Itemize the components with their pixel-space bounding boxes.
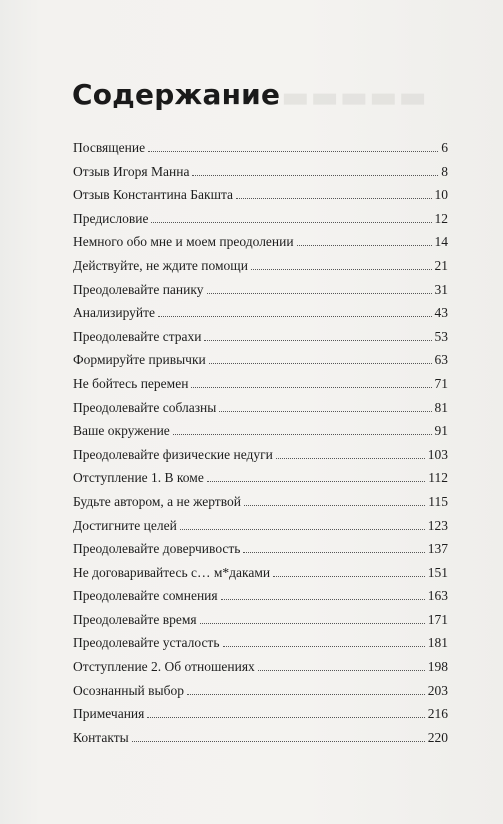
- toc-entry: [73, 679, 448, 703]
- toc-entry-page-number: 198: [427, 659, 448, 675]
- dot-leader: [158, 316, 431, 317]
- toc-entry: [73, 443, 448, 467]
- toc-entry-title: Не договаривайтесь с… м*даками: [73, 564, 271, 580]
- toc-entry-title: Ваше окружение: [73, 423, 170, 439]
- dot-leader: [173, 434, 432, 435]
- toc-entry-title: Достигните целей: [73, 517, 177, 533]
- toc-entry-title: Отступление 1. В коме: [73, 470, 204, 486]
- dot-leader: [151, 222, 431, 223]
- dot-leader: [191, 387, 431, 388]
- toc-entry-title: Преодолевайте физические недуги: [73, 446, 273, 462]
- dot-leader: [297, 245, 432, 246]
- page-title: Содержание: [72, 78, 281, 111]
- toc-entry-title: Действуйте, не ждите помощи: [73, 257, 248, 273]
- toc-entry-page-number: 63: [434, 352, 448, 368]
- toc-entry: [73, 537, 448, 561]
- toc-entry-title: Будьте автором, а не жертвой: [73, 493, 241, 509]
- dot-leader: [223, 646, 425, 647]
- toc-entry-page-number: 220: [427, 729, 448, 745]
- toc-entry: [73, 726, 448, 750]
- toc-entry-page-number: 91: [434, 423, 448, 439]
- dot-leader: [192, 175, 438, 176]
- dot-leader: [204, 340, 431, 341]
- toc-entry-title: Преодолевайте панику: [73, 281, 204, 297]
- dot-leader: [147, 717, 424, 718]
- toc-entry-title: Отступление 2. Об отношениях: [73, 659, 255, 675]
- toc-entry-page-number: 103: [427, 446, 448, 462]
- dot-leader: [200, 623, 425, 624]
- toc-entry-title: Преодолевайте соблазны: [73, 399, 217, 415]
- toc-entry-title: Преодолевайте сомнения: [73, 588, 218, 604]
- toc-entry: [73, 396, 448, 420]
- toc-entry-page-number: 163: [427, 588, 448, 604]
- toc-entry: [73, 490, 448, 514]
- toc-entry-page-number: 12: [434, 210, 448, 226]
- dot-leader: [251, 269, 432, 270]
- dot-leader: [207, 481, 425, 482]
- toc-entry: [73, 631, 448, 655]
- toc-entry-page-number: 171: [427, 611, 448, 627]
- toc-entry: [73, 655, 448, 679]
- toc-entry-title: Преодолевайте усталость: [73, 635, 220, 651]
- toc-entry: [73, 230, 448, 254]
- toc-entry: [73, 207, 448, 231]
- toc-entry: [73, 584, 448, 608]
- toc-entry-page-number: 71: [434, 375, 448, 391]
- toc-entry-title: Анализируйте: [73, 305, 156, 321]
- toc-entry: [73, 136, 448, 160]
- toc-entry-page-number: 216: [427, 706, 448, 722]
- toc-entry-title: Примечания: [73, 706, 145, 722]
- dot-leader: [132, 741, 425, 742]
- toc-entry-title: Отзыв Константина Бакшта: [73, 187, 234, 203]
- dot-leader: [219, 411, 431, 412]
- table-of-contents: [73, 136, 448, 749]
- toc-entry: [73, 702, 448, 726]
- toc-entry-page-number: 181: [427, 635, 448, 651]
- toc-entry-page-number: 203: [427, 682, 448, 698]
- toc-entry-page-number: 137: [427, 541, 448, 557]
- toc-entry-title: Преодолевайте страхи: [73, 328, 202, 344]
- toc-entry-page-number: 43: [434, 305, 448, 321]
- toc-entry-page-number: 81: [434, 399, 448, 415]
- dot-leader: [276, 458, 425, 459]
- toc-entry: [73, 514, 448, 538]
- toc-entry: [73, 561, 448, 585]
- toc-entry: [73, 183, 448, 207]
- dot-leader: [273, 576, 425, 577]
- toc-entry-page-number: 115: [428, 493, 448, 509]
- toc-entry: [73, 325, 448, 349]
- toc-entry-title: Отзыв Игоря Манна: [73, 163, 190, 179]
- toc-entry: [73, 419, 448, 443]
- toc-entry: [73, 608, 448, 632]
- toc-entry-page-number: 53: [434, 328, 448, 344]
- toc-entry-title: Преодолевайте время: [73, 611, 197, 627]
- toc-entry-page-number: 112: [428, 470, 448, 486]
- toc-entry: [73, 254, 448, 278]
- dot-leader: [180, 529, 425, 530]
- toc-entry-title: Посвящение: [73, 140, 146, 155]
- toc-entry-title: Осознанный выбор: [73, 682, 184, 698]
- toc-entry: [73, 278, 448, 302]
- toc-entry-title: Не бойтесь перемен: [73, 375, 189, 391]
- toc-entry: [73, 301, 448, 325]
- toc-entry-title: Формируйте привычки: [73, 352, 206, 368]
- dot-leader: [209, 363, 432, 364]
- dot-leader: [221, 599, 425, 600]
- toc-entry-page-number: 10: [434, 187, 448, 203]
- toc-entry-title: Немного обо мне и моем преодолении: [73, 234, 294, 250]
- toc-entry-page-number: 123: [427, 517, 448, 533]
- dot-leader: [243, 552, 424, 553]
- toc-entry: [73, 160, 448, 184]
- toc-entry: [73, 348, 448, 372]
- show-through-text: ▬▬▬▬▬: [280, 80, 427, 115]
- dot-leader: [148, 151, 438, 152]
- toc-entry-title: Преодолевайте доверчивость: [73, 541, 241, 557]
- toc-entry-page-number: 31: [434, 281, 448, 297]
- toc-entry-page-number: 14: [434, 234, 448, 250]
- toc-entry: [73, 466, 448, 490]
- toc-entry-page-number: 6: [441, 140, 448, 155]
- toc-entry-title: Предисловие: [73, 210, 149, 226]
- dot-leader: [244, 505, 425, 506]
- toc-entry: [73, 372, 448, 396]
- dot-leader: [207, 293, 432, 294]
- dot-leader: [258, 670, 425, 671]
- toc-entry-page-number: 21: [434, 257, 448, 273]
- dot-leader: [187, 694, 425, 695]
- toc-entry-page-number: 151: [427, 564, 448, 580]
- dot-leader: [236, 198, 431, 199]
- toc-entry-page-number: 8: [441, 163, 448, 179]
- toc-entry-title: Контакты: [73, 729, 129, 745]
